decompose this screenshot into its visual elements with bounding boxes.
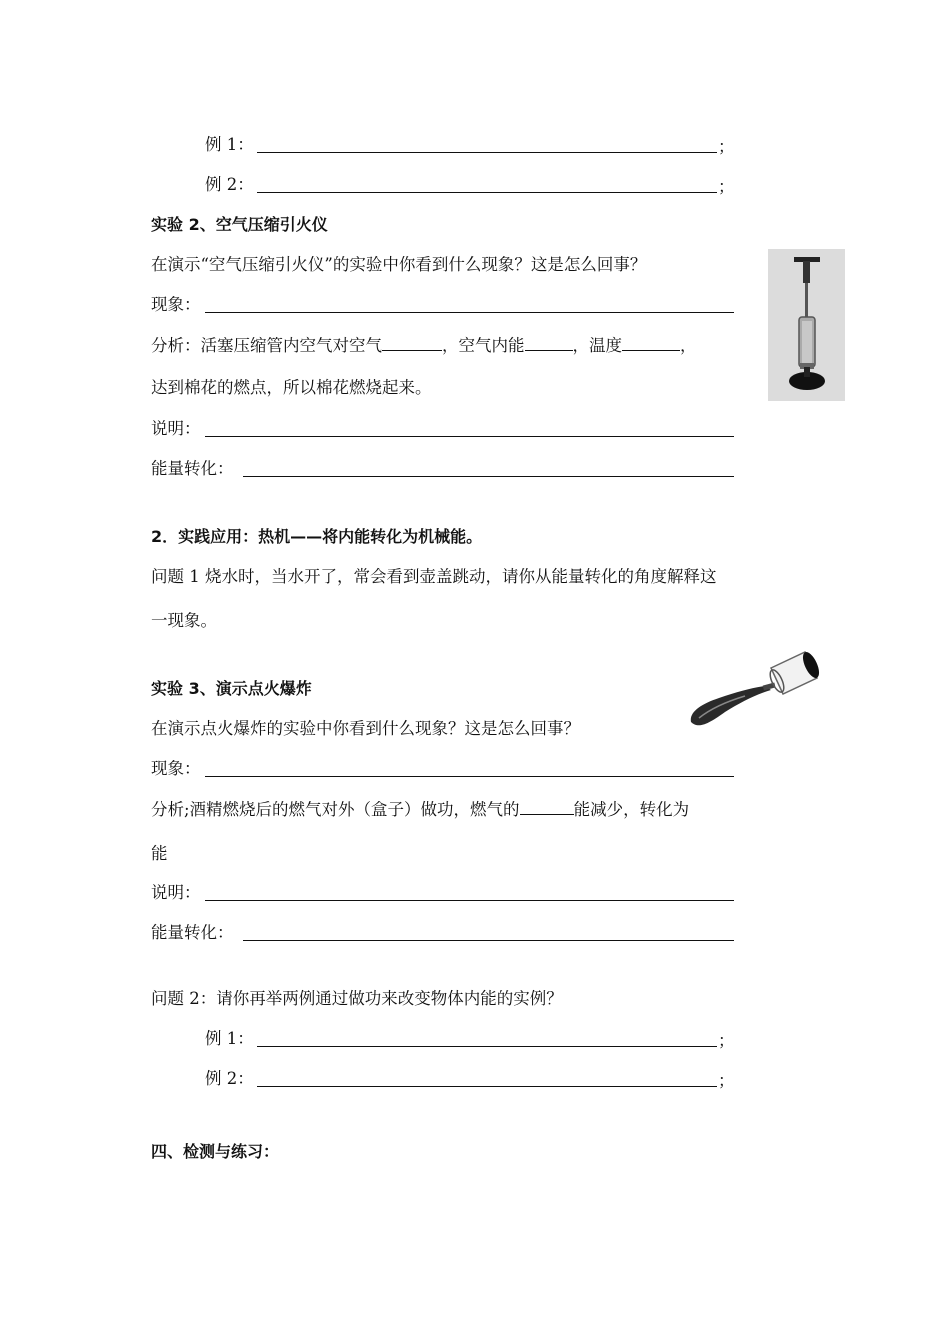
phenomenon-answer-line[interactable] xyxy=(205,312,734,313)
example-2-answer-line[interactable] xyxy=(257,192,717,193)
energy-conversion-answer-line[interactable] xyxy=(243,476,734,477)
phenomenon-label: 现象： xyxy=(151,295,201,314)
analysis-blank-2[interactable] xyxy=(525,334,573,351)
example-2-label: 例 2： xyxy=(205,175,254,194)
experiment-3-title: 实验 3、演示点火爆炸 xyxy=(151,679,312,698)
air-compression-igniter-image xyxy=(768,249,845,401)
explain-label: 说明： xyxy=(151,883,201,902)
energy-conversion-answer-line[interactable] xyxy=(243,940,734,941)
semicolon: ； xyxy=(718,177,735,196)
section-4-title: 四、检测与练习： xyxy=(151,1142,280,1161)
question-2: 问题 2：请你再举两例通过做功来改变物体内能的实例？ xyxy=(151,989,563,1008)
phenomenon-answer-line[interactable] xyxy=(205,776,734,777)
energy-conversion-label: 能量转化： xyxy=(151,459,234,478)
energy-conversion-label: 能量转化： xyxy=(151,923,234,942)
analysis-blank[interactable] xyxy=(520,798,574,815)
analysis-text-c: ，温度 xyxy=(572,336,622,355)
analysis-blank-1[interactable] xyxy=(382,334,442,351)
explain-answer-line[interactable] xyxy=(205,900,734,901)
analysis-text-a: 分析：活塞压缩管内空气对空气 xyxy=(151,336,382,355)
semicolon: ； xyxy=(718,137,735,156)
analysis-text-b: ，空气内能 xyxy=(442,336,525,355)
analysis-text-d: ， xyxy=(680,336,697,355)
practice-title: 2．实践应用：热机——将内能转化为机械能。 xyxy=(151,527,483,546)
analysis-text-a: 分析;酒精燃烧后的燃气对外（盒子）做功，燃气的 xyxy=(151,800,520,819)
semicolon: ； xyxy=(718,1071,735,1090)
phenomenon-label: 现象： xyxy=(151,759,201,778)
analysis-text-b: 能减少，转化为 xyxy=(573,800,690,819)
example-1-answer-line[interactable] xyxy=(257,1046,717,1047)
example-2-answer-line[interactable] xyxy=(257,1086,717,1087)
analysis-line xyxy=(151,798,689,821)
explain-label: 说明： xyxy=(151,419,201,438)
analysis-line xyxy=(151,334,697,357)
ignition-explosion-image xyxy=(685,646,820,736)
example-1-answer-line[interactable] xyxy=(257,152,717,153)
explain-answer-line[interactable] xyxy=(205,436,734,437)
experiment-3-question: 在演示点火爆炸的实验中你看到什么现象？这是怎么回事？ xyxy=(151,719,580,738)
experiment-2-title: 实验 2、空气压缩引火仪 xyxy=(151,215,328,234)
experiment-2-question: 在演示“空气压缩引火仪”的实验中你看到什么现象？这是怎么回事？ xyxy=(151,255,647,274)
semicolon: ； xyxy=(718,1031,735,1050)
analysis-blank-3[interactable] xyxy=(622,334,680,351)
analysis-line-2: 达到棉花的燃点，所以棉花燃烧起来。 xyxy=(151,378,432,397)
example-2-label: 例 2： xyxy=(205,1069,254,1088)
analysis-line-2: 能 xyxy=(151,844,168,863)
example-1-label: 例 1： xyxy=(205,1029,254,1048)
question-1-line-2: 一现象。 xyxy=(151,611,217,630)
example-1-label: 例 1： xyxy=(205,135,254,154)
question-1-line-1: 问题 1 烧水时，当水开了，常会看到壶盖跳动，请你从能量转化的角度解释这 xyxy=(151,567,717,586)
